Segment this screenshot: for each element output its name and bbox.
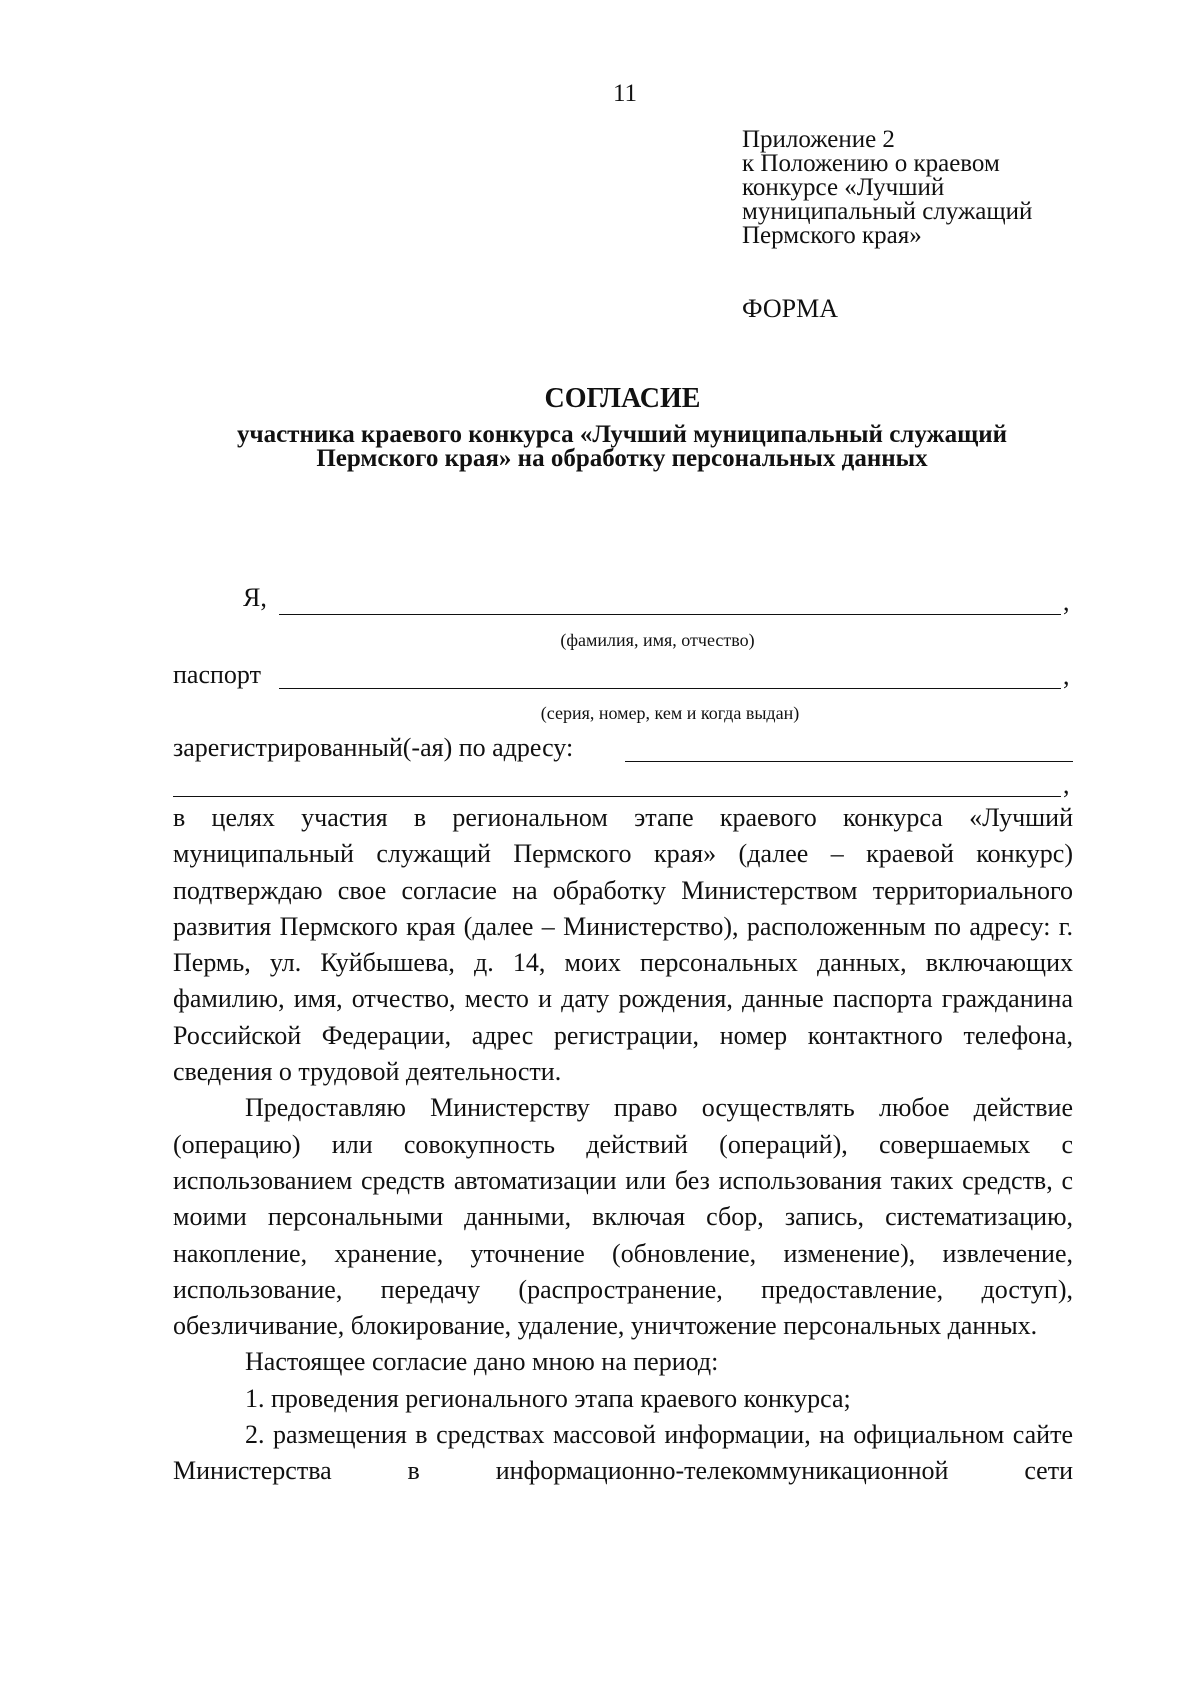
body-paragraph-4: 1. проведения регионального этапа краевого конкурса;: [245, 1383, 851, 1413]
address-label: зарегистрированный(-ая) по адресу:: [173, 733, 574, 762]
body-paragraph-2: Предоставляю Министерству право осуществлять любое действие (операцию) или совокупность действий (операций), совершаемых с использованием средств автоматизации или без использования таких средств, с моими персональными данными, включая сбор, запись, систематизацию, накопление, хранение, уточнение (обновление, изменение), извлечение, использование, передачу (распространение, предоставление, доступ), обезличивание, блокирование, удаление, уничтожение персональных данных.: [173, 1093, 1073, 1341]
appendix-line: муниципальный служащий: [742, 198, 1033, 225]
body-paragraph-3: Настоящее согласие дано мною на период:: [245, 1347, 719, 1377]
document-title: СОГЛАСИЕ: [544, 383, 701, 414]
appendix-line: Пермского края»: [742, 222, 922, 249]
appendix-line: Приложение 2: [742, 126, 895, 153]
comma: ,: [1063, 587, 1070, 616]
name-hint: (фамилия, имя, отчество): [560, 630, 755, 650]
comma: ,: [1063, 661, 1070, 690]
form-label: ФОРМА: [742, 294, 838, 323]
body-paragraph-5: 2. размещения в средствах массовой информации, на официальном сайте Министерства в информационно-телекоммуникационной сети: [173, 1420, 1073, 1486]
passport-field[interactable]: [279, 688, 1061, 689]
subtitle-line-2: Пермского края» на обработку персональных данных: [316, 445, 928, 472]
document-subtitle: [172, 423, 1072, 471]
appendix-line: конкурсе «Лучший: [742, 174, 945, 201]
subtitle-line-1: участника краевого конкурса «Лучший муниципальный служащий: [236, 421, 1008, 448]
address-field[interactable]: [625, 761, 1073, 762]
name-field[interactable]: [279, 614, 1061, 615]
appendix-line: к Положению о краевом: [742, 150, 1000, 177]
comma: ,: [1063, 770, 1070, 799]
address-field-continued[interactable]: [173, 796, 1061, 797]
passport-hint: (серия, номер, кем и когда выдан): [540, 703, 800, 723]
appendix-header: [742, 128, 1032, 248]
consent-body: [173, 800, 1073, 1490]
passport-label: паспорт: [173, 660, 261, 689]
body-paragraph-1: в целях участия в региональном этапе краевого конкурса «Лучший муниципальный служащий Пермского края» (далее – краевой конкурс) подтверждаю свое согласие на обработку Министерством территориального развития Пермского края (далее – Министерство), расположенным по адресу: г. Пермь, ул. Куйбышева, д. 14, моих персональных данных, включающих фамилию, имя, отчество, место и дату рождения, данные паспорта гражданина Российской Федерации, адрес регистрации, номер контактного телефона, сведения о трудовой деятельности.: [173, 803, 1073, 1087]
name-label: Я,: [243, 583, 267, 612]
page-number: 11: [612, 80, 638, 107]
